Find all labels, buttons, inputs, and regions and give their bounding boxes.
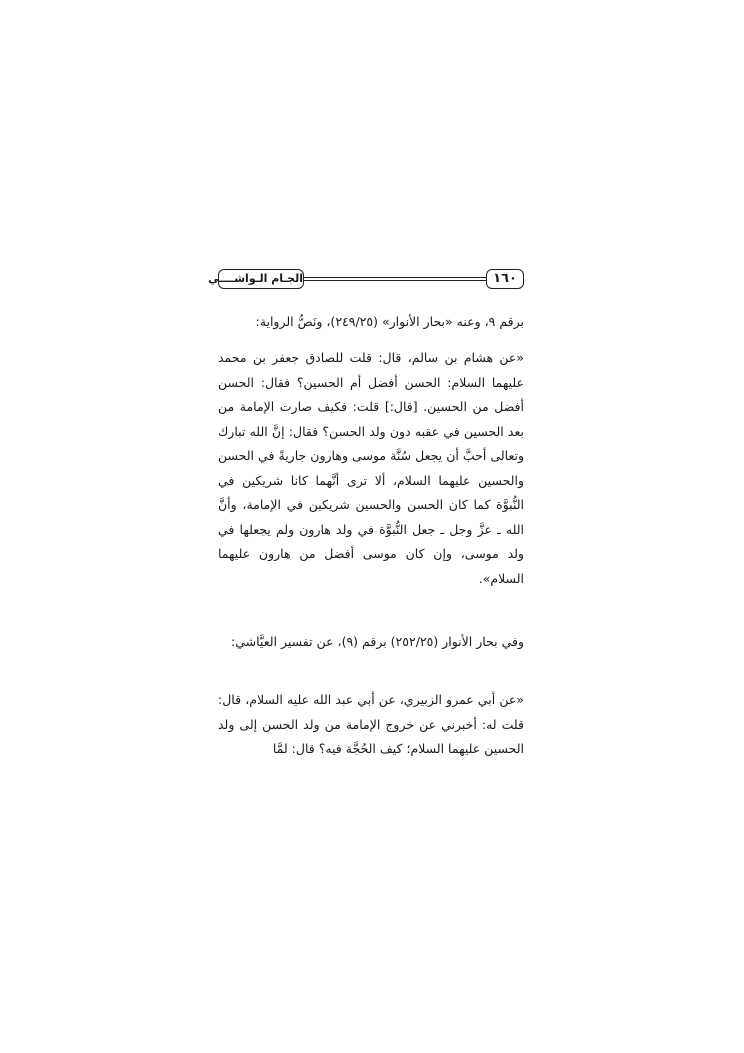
intro-paragraph: برقم ٩، وعنه «بحار الأنوار» (٢٤٩/٢٥)، ونَصُّ الرواية: [255,314,524,329]
header-rule-second [304,280,486,281]
header-rule [304,277,486,278]
reference-paragraph: وفي بحار الأنوار (٢٥٢/٢٥) برقم (٩)، عن تفسير العيَّاشي: [231,634,524,649]
running-title: الجـام الـواشــــي [218,269,304,289]
quote-paragraph-zubayri: «عن أبي عمرو الزبيري، عن أبي عبد الله عليه السلام، قال: قلت له: أخبرني عن خروج الإمامة من ولد الحسن إلى ولد الحسين عليهما السلام؛ كيف الحُجَّة فيه؟ قال: لمَّا [218,692,524,756]
page-header [208,266,524,290]
book-page [208,266,524,786]
page-number: ١٦٠ [486,269,524,289]
quote-paragraph-hisham: «عن هشام بن سالم، قال: قلت للصادق جعفر بن محمد عليهما السلام: الحسن أفضل أم الحسين؟ فقال: الحسن أفضل من الحسين. [قال:] قلت: فكيف صارت الإمامة من بعد الحسين في عقبه دون ولد الحسن؟ فقال: إنَّ الله تبارك وتعالى أحبَّ أن يجعل سُنَّة موسى وهارون جاريةً في الحسن والحسين عليهما السلام، ألا ترى أنَّهما كانا شريكين في النُّبوَّة كما كان الحسن والحسين شريكين في الإمامة، وأنَّ الله ـ عزَّ وجل ـ جعل النُّبوَّة في ولد هارون ولم يجعلها في ولد موسى، وإن كان موسى أفضل من هارون عليهما السلام». [218,350,524,586]
